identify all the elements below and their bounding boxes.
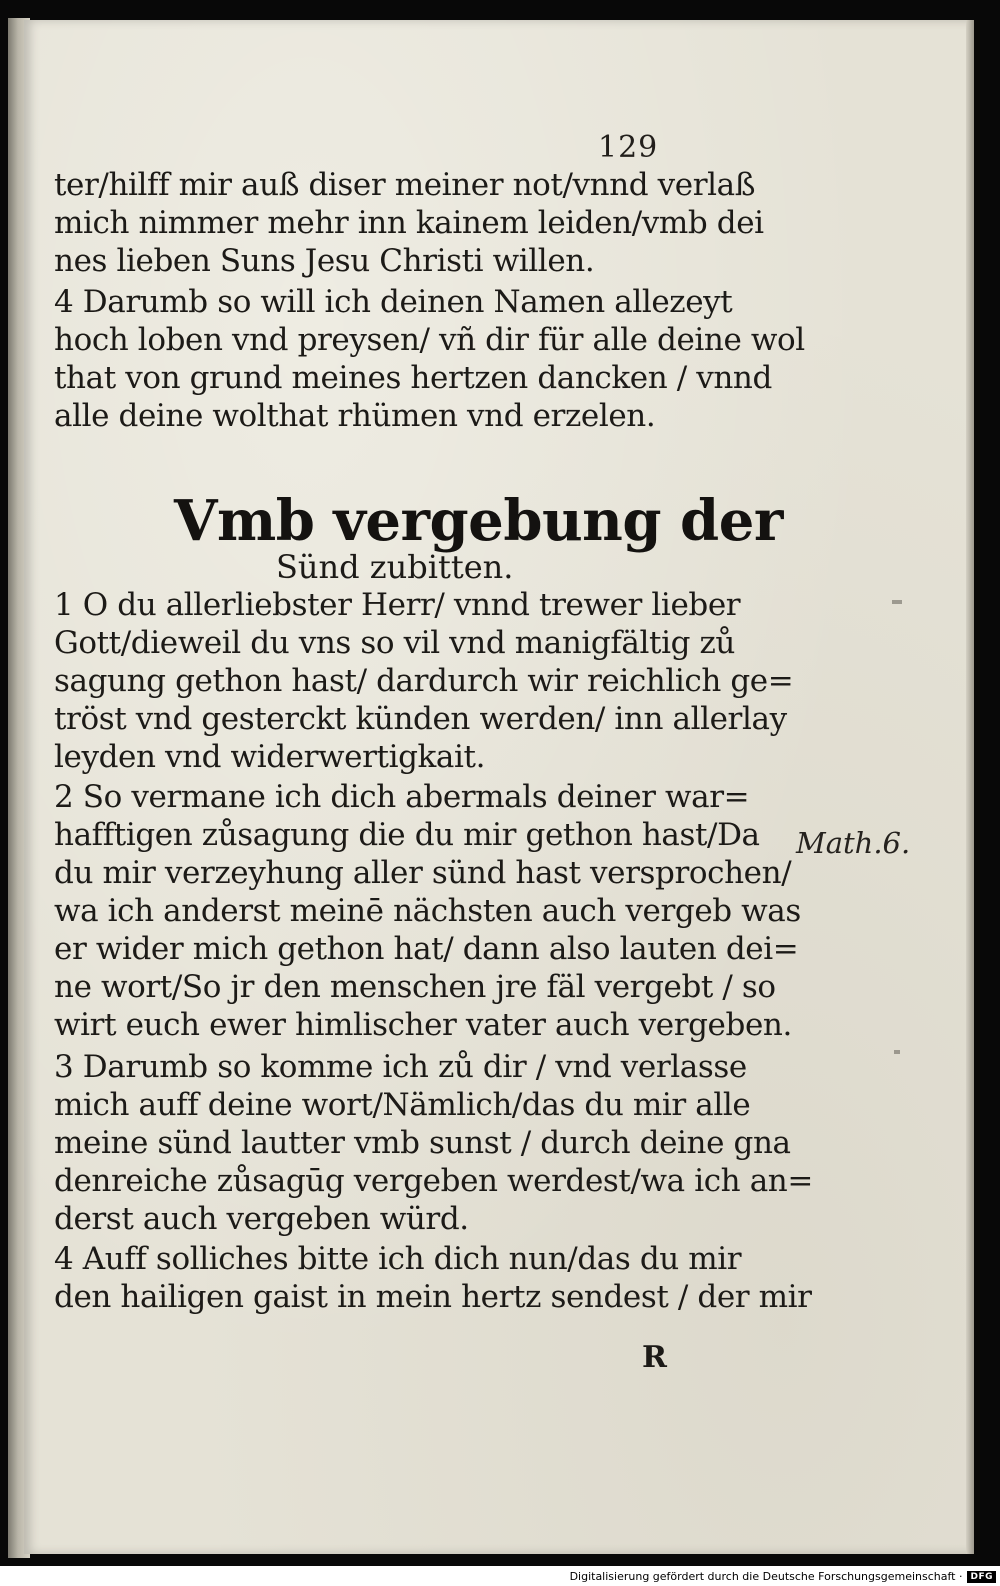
- text-line: mich auff deine wort/Nämlich/das du mir alle: [54, 1087, 751, 1123]
- text-line: er wider mich gethon hat/ dann also lauten dei=: [54, 931, 799, 967]
- text-line: denreiche zůsagūg vergeben werdest/wa ich an=: [54, 1163, 813, 1199]
- text-line: alle deine wolthat rhümen vnd erzelen.: [54, 398, 656, 434]
- text-line: meine sünd lautter vmb sunst / durch deine gna: [54, 1125, 791, 1161]
- text-line: ter/hilff mir auß diser meiner not/vnnd verlaß: [54, 167, 756, 203]
- text-line: nes lieben Suns Jesu Christi willen.: [54, 243, 595, 279]
- catchword: R: [642, 1340, 667, 1375]
- digitization-credit: [570, 1570, 996, 1583]
- credit-text: Digitalisierung gefördert durch die Deutsche Forschungsgemeinschaft ·: [569, 1570, 963, 1583]
- text-line: du mir verzeyhung aller sünd hast versprochen/: [54, 855, 792, 891]
- text-line: sagung gethon hast/ dardurch wir reichlich ge=: [54, 663, 794, 699]
- text-line: 4 Auff solliches bitte ich dich nun/das du mir: [54, 1241, 742, 1277]
- text-line: 1 O du allerliebster Herr/ vnnd trewer lieber: [54, 587, 741, 623]
- text-line: ne wort/So jr den menschen jre fäl vergebt / so: [54, 969, 776, 1005]
- folio-number: 129: [598, 130, 659, 165]
- text-line: leyden vnd widerwertigkait.: [54, 739, 486, 775]
- section-heading: Vmb vergebung der: [174, 488, 783, 554]
- text-line: mich nimmer mehr inn kainem leiden/vmb dei: [54, 205, 764, 241]
- margin-note: Math.6.: [796, 826, 911, 860]
- ink-speck: [894, 1050, 900, 1054]
- text-line: Gott/dieweil du vns so vil vnd manigfältig zů: [54, 625, 735, 661]
- text-line: hoch loben vnd preysen/ vñ dir für alle deine wol: [54, 322, 805, 358]
- text-line: wirt euch ewer himlischer vater auch vergeben.: [54, 1007, 792, 1043]
- text-line: that von grund meines hertzen dancken / vnnd: [54, 360, 772, 396]
- text-line: derst auch vergeben würd.: [54, 1201, 469, 1237]
- text-line: den hailigen gaist in mein hertz sendest / der mir: [54, 1279, 812, 1315]
- text-line: hafftigen zůsagung die du mir gethon hast/Da: [54, 817, 760, 853]
- dfg-logo: DFG: [967, 1571, 996, 1583]
- text-line: 4 Darumb so will ich deinen Namen allezeyt: [54, 284, 733, 320]
- ink-speck: [892, 600, 902, 604]
- book-page: [24, 20, 974, 1554]
- text-line: tröst vnd gesterckt künden werden/ inn allerlay: [54, 701, 787, 737]
- text-line: 2 So vermane ich dich abermals deiner war=: [54, 779, 750, 815]
- text-line: 3 Darumb so komme ich zů dir / vnd verlasse: [54, 1049, 747, 1085]
- text-line: wa ich anderst meinē nächsten auch vergeb was: [54, 893, 801, 929]
- section-subheading: Sünd zubitten.: [276, 548, 514, 586]
- page-right-edge: [966, 20, 974, 1554]
